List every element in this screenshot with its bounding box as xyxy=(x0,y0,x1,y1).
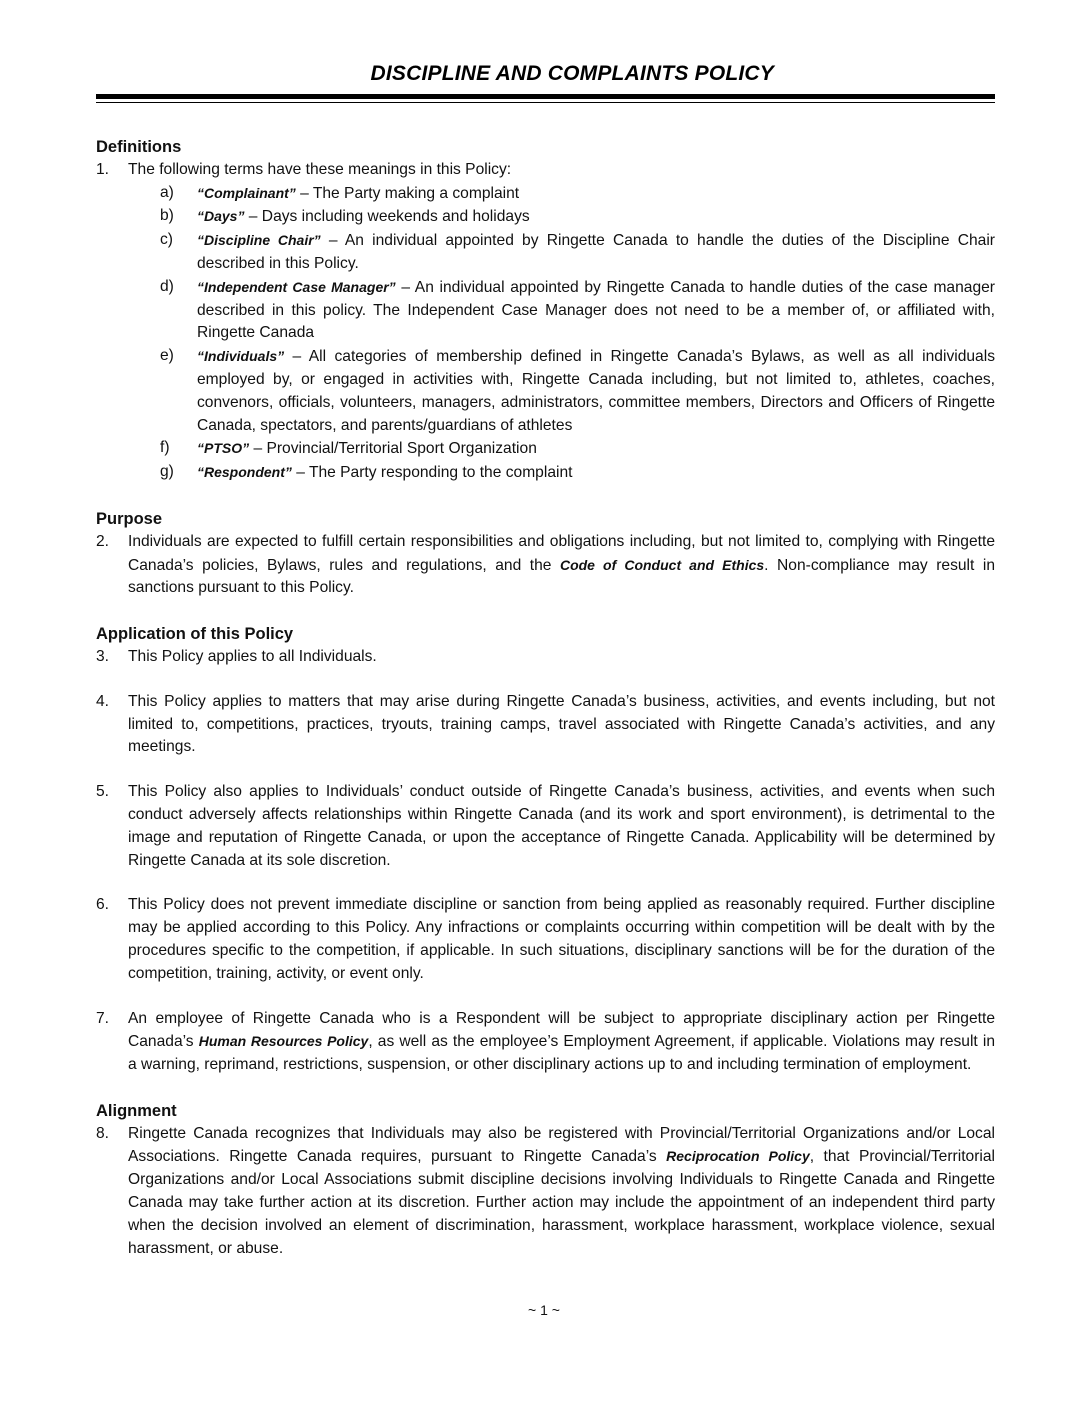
item-text: This Policy does not prevent immediate discipline or sanction from being applied as reasonably required. Further discipline may be applied according to this Policy. Any infractions or complaints occurring within competition will be dealt with by the procedures specific to the competition, if applicable. In such situations, disciplinary sanctions will be for the duration of the competition, training, activity, or event only. xyxy=(128,896,995,982)
item-text: Individuals are expected to fulfill certain responsibilities and obligations including, but not limited to, complying with Ringette Canada’s policies, Bylaws, rules and regulations, and the xyxy=(128,532,995,574)
item-number: 6. xyxy=(96,896,110,914)
purpose-heading: Purpose xyxy=(96,509,163,528)
item-number: 1. xyxy=(96,160,110,178)
definition-label: g) xyxy=(160,463,174,481)
referenced-document: Human Resources Policy xyxy=(198,1033,369,1050)
numbered-item-2 xyxy=(96,531,995,600)
application-heading: Application of this Policy xyxy=(96,625,294,644)
definition-label: d) xyxy=(160,277,174,295)
item-text: Ringette Canada recognizes that Individuals may also be registered with Provincial/Territorial Organizations and/or Local Associations. Ringette Canada requires, pursuant to Ringette Canada’s xyxy=(128,1124,995,1166)
referenced-document: Reciprocation Policy xyxy=(666,1148,810,1165)
item-text: , that Provincial/Territorial Organizations and/or Local Associations submit discipline decisions involving Individuals to Ringette Canada and Ringette Canada may take further action at its discretion. Further action may include the appointment of an independent third party when the decision involved an element of discrimination, harassment, workplace harassment, workplace violence, sexual harassment, or abuse. xyxy=(128,1148,996,1257)
definition-term: “Days” xyxy=(197,208,245,225)
definition-text: – All categories of membership defined in Ringette Canada’s Bylaws, as well as all individuals employed by, or engaged in activities with, Ringette Canada including, but not limited to, athletes, coaches, convenors, officials, volunteers, managers, administrators, committee members, Directors and Officers of Ringette Canada, spectators, and parents/guardians of athletes xyxy=(197,348,995,434)
definition-term: “Discipline Chair” xyxy=(197,232,321,249)
numbered-item-5 xyxy=(96,781,995,872)
definition-label: f) xyxy=(160,439,170,457)
referenced-document: Code of Conduct and Ethics xyxy=(559,556,765,573)
item-number: 4. xyxy=(96,692,110,710)
item-number: 3. xyxy=(96,647,110,665)
definition-label: e) xyxy=(160,347,174,365)
definition-g xyxy=(160,461,995,485)
definition-a xyxy=(160,182,995,206)
definitions-heading: Definitions xyxy=(96,138,182,156)
definition-text: – Days including weekends and holidays xyxy=(244,208,530,226)
numbered-item-4 xyxy=(96,691,995,759)
definition-text: – An individual appointed by Ringette Canada to handle the duties of the Discipline Chair described in this Policy. xyxy=(197,232,995,272)
numbered-item-3 xyxy=(96,646,995,669)
definition-e xyxy=(160,345,995,437)
title-rule-thick xyxy=(96,94,995,99)
page-number: ~ 1 ~ xyxy=(528,1302,560,1318)
definition-text: – The Party responding to the complaint xyxy=(291,464,573,482)
definition-text: – An individual appointed by Ringette Canada to handle duties of the case manager described in this policy. The Independent Case Manager does not need to be a member of, or affiliated with, Ringette Canada xyxy=(197,278,995,342)
numbered-item-8 xyxy=(96,1123,995,1261)
definition-text: – The Party making a complaint xyxy=(295,184,520,202)
item-number: 7. xyxy=(96,1009,110,1027)
definition-term: “Independent Case Manager” xyxy=(197,278,396,295)
item-text: . Non-compliance may result in sanctions pursuant to this Policy. xyxy=(128,556,995,597)
item-text: This Policy applies to all Individuals. xyxy=(128,647,377,665)
item-text: This Policy applies to matters that may arise during Ringette Canada’s business, activities, and events including, but not limited to, competitions, practices, tryouts, training camps, travel associated with Ringette Canada’s activities, and any meetings. xyxy=(128,692,995,756)
definition-term: “Respondent” xyxy=(197,464,292,481)
definition-b xyxy=(160,205,995,229)
item-number: 8. xyxy=(96,1124,110,1142)
definition-text: – Provincial/Territorial Sport Organization xyxy=(249,440,537,458)
definition-term: “Complainant” xyxy=(197,184,296,201)
definition-term: “PTSO” xyxy=(197,440,250,457)
definition-label: b) xyxy=(160,207,174,225)
item-text: An employee of Ringette Canada who is a Respondent will be subject to appropriate disciplinary action per Ringette Canada’s xyxy=(128,1009,995,1051)
title-rule-thin xyxy=(96,102,995,103)
item-text: , as well as the employee’s Employment Agreement, if applicable. Violations may result in a warning, reprimand, restrictions, suspension, or other disciplinary actions up to and including termination of employment. xyxy=(128,1033,996,1074)
definition-term: “Individuals” xyxy=(197,348,285,365)
definition-label: c) xyxy=(160,231,173,249)
policy-body xyxy=(96,136,995,1260)
definition-f xyxy=(160,437,995,461)
page-title: DISCIPLINE AND COMPLAINTS POLICY xyxy=(370,62,774,85)
item-number: 5. xyxy=(96,783,110,801)
numbered-item-1 xyxy=(96,159,995,182)
numbered-item-6 xyxy=(96,894,995,985)
definition-d xyxy=(160,276,995,345)
alignment-heading: Alignment xyxy=(96,1101,177,1120)
item-text: The following terms have these meanings in this Policy: xyxy=(128,160,512,178)
item-text: This Policy also applies to Individuals’ conduct outside of Ringette Canada’s business, activities, and events when such conduct adversely affects relationships within Ringette Canada (and its work and sport environment), is detrimental to the image and reputation of Ringette Canada, or upon the acceptance of Ringette Canada. Applicability will be determined by Ringette Canada at its sole discretion. xyxy=(128,783,995,869)
numbered-item-7 xyxy=(96,1008,995,1077)
definition-label: a) xyxy=(160,183,174,201)
definition-c xyxy=(160,229,995,276)
item-number: 2. xyxy=(96,532,110,550)
